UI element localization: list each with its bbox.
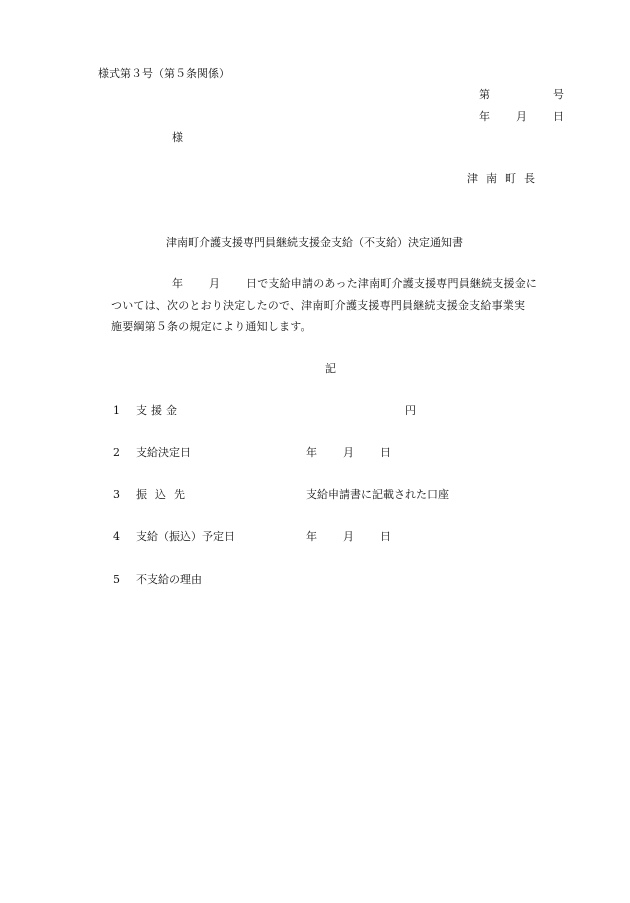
- issue-date-day: 日: [553, 110, 564, 123]
- document-number-suffix: 号: [553, 88, 564, 101]
- item-1-number: 1: [113, 404, 120, 417]
- item-2-year: 年: [306, 446, 317, 459]
- item-5-label: 不支給の理由: [136, 573, 202, 586]
- item-4-year: 年: [306, 530, 317, 543]
- body-line-3: 施要綱第５条の規定により通知します。: [111, 320, 312, 333]
- item-1-label: 支援金: [136, 404, 181, 417]
- issuer-title: 津南町長: [467, 172, 543, 185]
- item-3-label: 振込先: [136, 488, 193, 501]
- item-3-value: 支給申請書に記載された口座: [306, 488, 449, 501]
- item-3-number: 3: [113, 488, 120, 501]
- document-title: 津南町介護支援専門員継続支援金支給（不支給）決定通知書: [166, 236, 463, 249]
- body-month: 月: [209, 277, 220, 290]
- item-5-number: 5: [113, 573, 120, 586]
- item-2-label: 支給決定日: [136, 446, 191, 459]
- form-number: 様式第３号（第５条関係）: [98, 67, 230, 80]
- item-2-day: 日: [380, 446, 391, 459]
- item-2-month: 月: [343, 446, 354, 459]
- item-4-month: 月: [343, 530, 354, 543]
- item-2-number: 2: [113, 446, 120, 459]
- item-4-label: 支給（振込）予定日: [136, 530, 235, 543]
- body-year: 年: [172, 277, 183, 290]
- recipient-honorific: 様: [172, 131, 183, 144]
- item-4-day: 日: [380, 530, 391, 543]
- item-4-number: 4: [113, 530, 120, 543]
- body-line-2: ついては、次のとおり決定したので、津南町介護支援専門員継続支援金支給事業実: [111, 299, 526, 312]
- issue-date-year: 年: [479, 110, 490, 123]
- ki-heading: 記: [325, 362, 336, 375]
- issue-date-month: 月: [516, 110, 527, 123]
- document-number-prefix: 第: [479, 88, 490, 101]
- item-1-unit: 円: [405, 404, 416, 417]
- body-line-1: 日で支給申請のあった津南町介護支援専門員継続支援金に: [246, 277, 538, 290]
